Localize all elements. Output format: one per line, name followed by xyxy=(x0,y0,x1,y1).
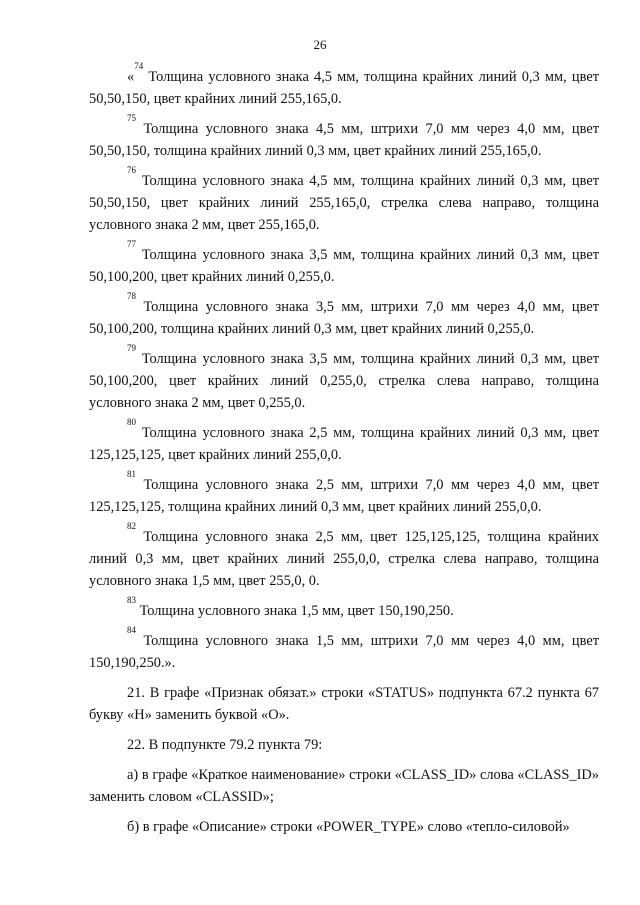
quote-open: « xyxy=(127,69,135,85)
paragraph-footnote-75 xyxy=(89,113,599,162)
paragraph-text: б) в графе «Описание» строки «POWER_TYPE» слово «тепло-силовой» xyxy=(127,819,570,835)
paragraph-text: 21. В графе «Признак обязат.» строки «STATUS» подпункта 67.2 пункта 67 букву «Н» заменить буквой «О». xyxy=(89,685,599,723)
paragraph-footnote-81 xyxy=(89,469,599,518)
footnote-number: 76 xyxy=(127,165,136,176)
paragraph-text: Толщина условного знака 4,5 мм, штрихи 7,0 мм через 4,0 мм, цвет 50,50,150, толщина крайних линий 0,3 мм, цвет крайних линий 255,165,0. xyxy=(89,121,599,159)
footnote-number: 75 xyxy=(127,113,136,124)
paragraph-text: Толщина условного знака 4,5 мм, толщина крайних линий 0,3 мм, цвет 50,50,150, цвет крайних линий 255,165,0. xyxy=(89,69,599,107)
footnote-number: 82 xyxy=(127,521,136,532)
paragraph-text: Толщина условного знака 2,5 мм, штрихи 7,0 мм через 4,0 мм, цвет 125,125,125, толщина крайних линий 0,3 мм, цвет крайних линий 255,0,0. xyxy=(89,477,599,515)
paragraph-item-22 xyxy=(89,734,599,756)
paragraph-footnote-82 xyxy=(89,521,599,592)
paragraph-item-21 xyxy=(89,682,599,726)
paragraph-text: Толщина условного знака 4,5 мм, толщина крайних линий 0,3 мм, цвет 50,50,150, цвет крайних линий 255,165,0, стрелка слева направо, толщина условного знака 2 мм, цвет 255,165,0. xyxy=(89,173,599,233)
paragraph-text: Толщина условного знака 1,5 мм, штрихи 7,0 мм через 4,0 мм, цвет 150,190,250.». xyxy=(89,633,599,671)
paragraph-text: Толщина условного знака 2,5 мм, толщина крайних линий 0,3 мм, цвет 125,125,125, цвет крайних линий 255,0,0. xyxy=(89,425,599,463)
footnote-number: 79 xyxy=(127,343,136,354)
paragraph-footnote-74 xyxy=(89,61,599,110)
paragraph-footnote-76 xyxy=(89,165,599,236)
footnote-number: 78 xyxy=(127,291,136,302)
paragraph-text: Толщина условного знака 3,5 мм, штрихи 7,0 мм через 4,0 мм, цвет 50,100,200, толщина крайних линий 0,3 мм, цвет крайних линий 0,255,0. xyxy=(89,299,599,337)
footnote-number: 81 xyxy=(127,469,136,480)
paragraph-text: Толщина условного знака 3,5 мм, толщина крайних линий 0,3 мм, цвет 50,100,200, цвет крайних линий 0,255,0, стрелка слева направо, толщина условного знака 2 мм, цвет 0,255,0. xyxy=(89,351,599,411)
footnote-number: 74 xyxy=(134,61,144,72)
paragraph-text: Толщина условного знака 3,5 мм, толщина крайних линий 0,3 мм, цвет 50,100,200, цвет крайних линий 0,255,0. xyxy=(89,247,599,285)
footnote-number: 77 xyxy=(127,239,136,250)
footnote-number: 83 xyxy=(127,595,136,606)
paragraph-footnote-78 xyxy=(89,291,599,340)
paragraph-text: Толщина условного знака 2,5 мм, цвет 125,125,125, толщина крайних линий 0,3 мм, цвет крайних линий 255,0,0, стрелка слева направо, толщина условного знака 1,5 мм, цвет 255,0, 0. xyxy=(89,529,599,589)
footnote-number: 80 xyxy=(127,417,136,428)
paragraph-footnote-84 xyxy=(89,625,599,674)
footnote-number: 84 xyxy=(127,625,136,636)
paragraph-text: Толщина условного знака 1,5 мм, цвет 150,190,250. xyxy=(136,603,454,619)
paragraph-footnote-77 xyxy=(89,239,599,288)
paragraph-footnote-79 xyxy=(89,343,599,414)
paragraph-item-22b xyxy=(89,816,599,838)
paragraph-text: 22. В подпункте 79.2 пункта 79: xyxy=(127,737,323,753)
page-number: 26 xyxy=(313,37,327,52)
paragraph-text: а) в графе «Краткое наименование» строки «CLASS_ID» слова «CLASS_ID» заменить словом «CLASSID»; xyxy=(89,767,599,805)
paragraph-footnote-80 xyxy=(89,417,599,466)
document-body xyxy=(89,61,599,846)
paragraph-footnote-83 xyxy=(89,595,599,622)
paragraph-item-22a xyxy=(89,764,599,808)
